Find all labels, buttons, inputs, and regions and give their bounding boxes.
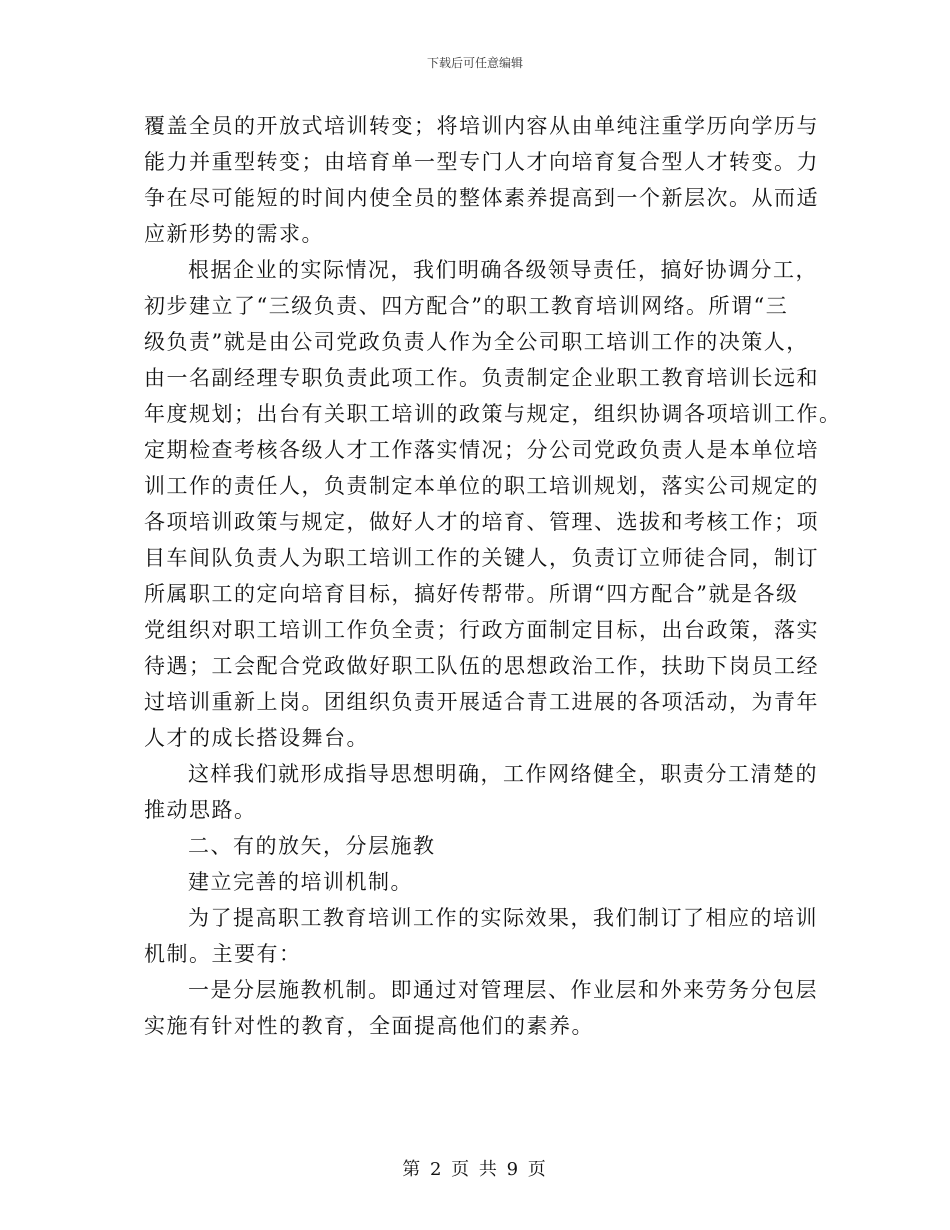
text-line: 待遇；工会配合党政做好职工队伍的思想政治工作，扶助下岗员工经 bbox=[144, 654, 819, 678]
paragraph-4 bbox=[144, 864, 814, 900]
text-line: 过培训重新上岗。团组织负责开展适合青工进展的各项活动，为青年 bbox=[144, 690, 819, 714]
paragraph-1 bbox=[144, 108, 819, 252]
paragraph-5 bbox=[144, 900, 818, 972]
text-line: 初步建立了“三级负责、四方配合”的职工教育培训网络。所谓“三 bbox=[144, 294, 789, 318]
paragraph-2 bbox=[144, 252, 842, 756]
text-line: 年度规划；出台有关职工培训的政策与规定，组织协调各项培训工作。 bbox=[144, 402, 842, 426]
text-line: 目车间队负责人为职工培训工作的关键人，负责订立师徒合同，制订 bbox=[144, 546, 819, 570]
page-number-footer: 第 2 页 共 9 页 bbox=[402, 1159, 548, 1180]
text-line: 争在尽可能短的时间内使全员的整体素养提高到一个新层次。从而适 bbox=[144, 186, 819, 210]
text-line: 级负责”就是由公司党政负责人作为全公司职工培训工作的决策人， bbox=[144, 330, 809, 354]
document-body bbox=[144, 108, 842, 1044]
text-line: 由一名副经理专职负责此项工作。负责制定企业职工教育培训长远和 bbox=[144, 366, 819, 390]
text-line: 覆盖全员的开放式培训转变；将培训内容从由单纯注重学历向学历与 bbox=[144, 114, 819, 138]
text-line: 实施有针对性的教育，全面提高他们的素养。 bbox=[144, 1014, 594, 1038]
paragraph-6 bbox=[144, 972, 818, 1044]
section-heading bbox=[144, 828, 814, 864]
text-line: 人才的成长搭设舞台。 bbox=[144, 726, 369, 750]
text-line: 党组织对职工培训工作负全责；行政方面制定目标，出台政策，落实 bbox=[144, 618, 819, 642]
text-line: 所属职工的定向培育目标，搞好传帮带。所谓“四方配合”就是各级 bbox=[144, 582, 799, 606]
text-line: 训工作的责任人，负责制定本单位的职工培训规划，落实公司规定的 bbox=[144, 474, 819, 498]
text-line: 一是分层施教机制。即通过对管理层、作业层和外来劳务分包层 bbox=[188, 978, 818, 1002]
page-header: 下载后可任意编辑 bbox=[426, 56, 523, 70]
text-line: 能力并重型转变；由培育单一型专门人才向培育复合型人才转变。力 bbox=[144, 150, 819, 174]
text-line: 应新形势的需求。 bbox=[144, 222, 324, 246]
text-line: 定期检查考核各级人才工作落实情况；分公司党政负责人是本单位培 bbox=[144, 438, 819, 462]
text-line: 这样我们就形成指导思想明确，工作网络健全，职责分工清楚的 bbox=[188, 762, 818, 786]
paragraph-3 bbox=[144, 756, 818, 828]
text-line: 推动思路。 bbox=[144, 798, 257, 822]
text-line: 二、有的放矢，分层施教 bbox=[188, 834, 436, 858]
text-line: 建立完善的培训机制。 bbox=[188, 870, 413, 894]
text-line: 机制。主要有： bbox=[144, 942, 302, 966]
text-line: 各项培训政策与规定，做好人才的培育、管理、选拔和考核工作；项 bbox=[144, 510, 819, 534]
text-line: 根据企业的实际情况，我们明确各级领导责任，搞好协调分工， bbox=[188, 258, 818, 282]
text-line: 为了提高职工教育培训工作的实际效果，我们制订了相应的培训 bbox=[188, 906, 818, 930]
